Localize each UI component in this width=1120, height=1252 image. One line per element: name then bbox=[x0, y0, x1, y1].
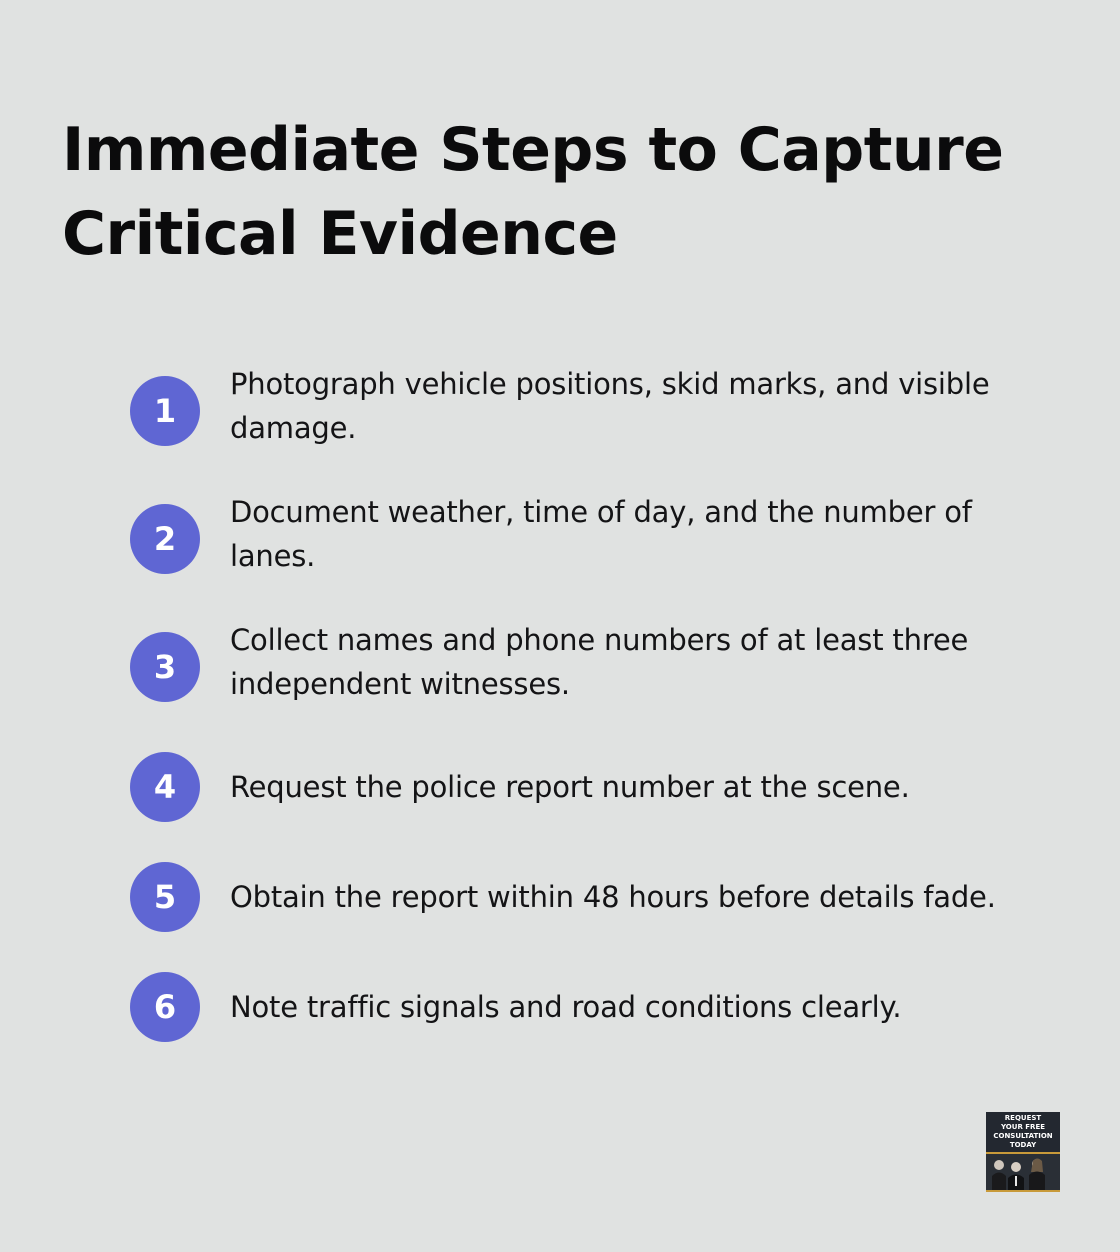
step-text: Note traffic signals and road conditions clearly. bbox=[230, 990, 902, 1024]
step-item-4 bbox=[130, 752, 1070, 822]
step-text-line-1: Collect names and phone numbers of at least three bbox=[230, 623, 969, 657]
step-text-line-2: damage. bbox=[230, 411, 357, 445]
step-item-5 bbox=[130, 862, 1070, 932]
step-text bbox=[230, 362, 1050, 450]
page-title-line-1: Immediate Steps to Capture bbox=[62, 115, 1004, 185]
promo-text bbox=[986, 1114, 1060, 1150]
step-item-3 bbox=[130, 623, 1070, 702]
step-number-badge: 5 bbox=[130, 862, 200, 932]
step-text-line-2: independent witnesses. bbox=[230, 667, 570, 701]
consultation-promo-badge[interactable] bbox=[986, 1112, 1060, 1192]
step-number-badge: 1 bbox=[130, 376, 200, 446]
step-text: Request the police report number at the scene. bbox=[230, 770, 910, 804]
step-number-badge: 3 bbox=[130, 632, 200, 702]
step-number-badge: 2 bbox=[130, 504, 200, 574]
promo-text-line-3: CONSULTATION bbox=[993, 1132, 1053, 1140]
attorneys-photo bbox=[986, 1154, 1060, 1192]
step-text-line-1: Photograph vehicle positions, skid marks, and visible bbox=[230, 367, 990, 401]
promo-text-line-2: YOUR FREE bbox=[1000, 1123, 1046, 1131]
step-number-badge: 6 bbox=[130, 972, 200, 1042]
promo-text-line-1: REQUEST bbox=[1004, 1114, 1042, 1122]
step-item-2 bbox=[130, 495, 1070, 574]
step-text bbox=[230, 618, 1050, 706]
step-item-1 bbox=[130, 367, 1070, 446]
promo-text-line-4: TODAY bbox=[1009, 1141, 1037, 1149]
step-text bbox=[230, 490, 1050, 578]
step-text-line-2: lanes. bbox=[230, 539, 316, 573]
step-number-badge: 4 bbox=[130, 752, 200, 822]
step-text: Obtain the report within 48 hours before details fade. bbox=[230, 880, 996, 914]
step-text-line-1: Document weather, time of day, and the number of bbox=[230, 495, 972, 529]
page-title-line-2: Critical Evidence bbox=[62, 199, 618, 269]
step-item-6 bbox=[130, 972, 1070, 1042]
